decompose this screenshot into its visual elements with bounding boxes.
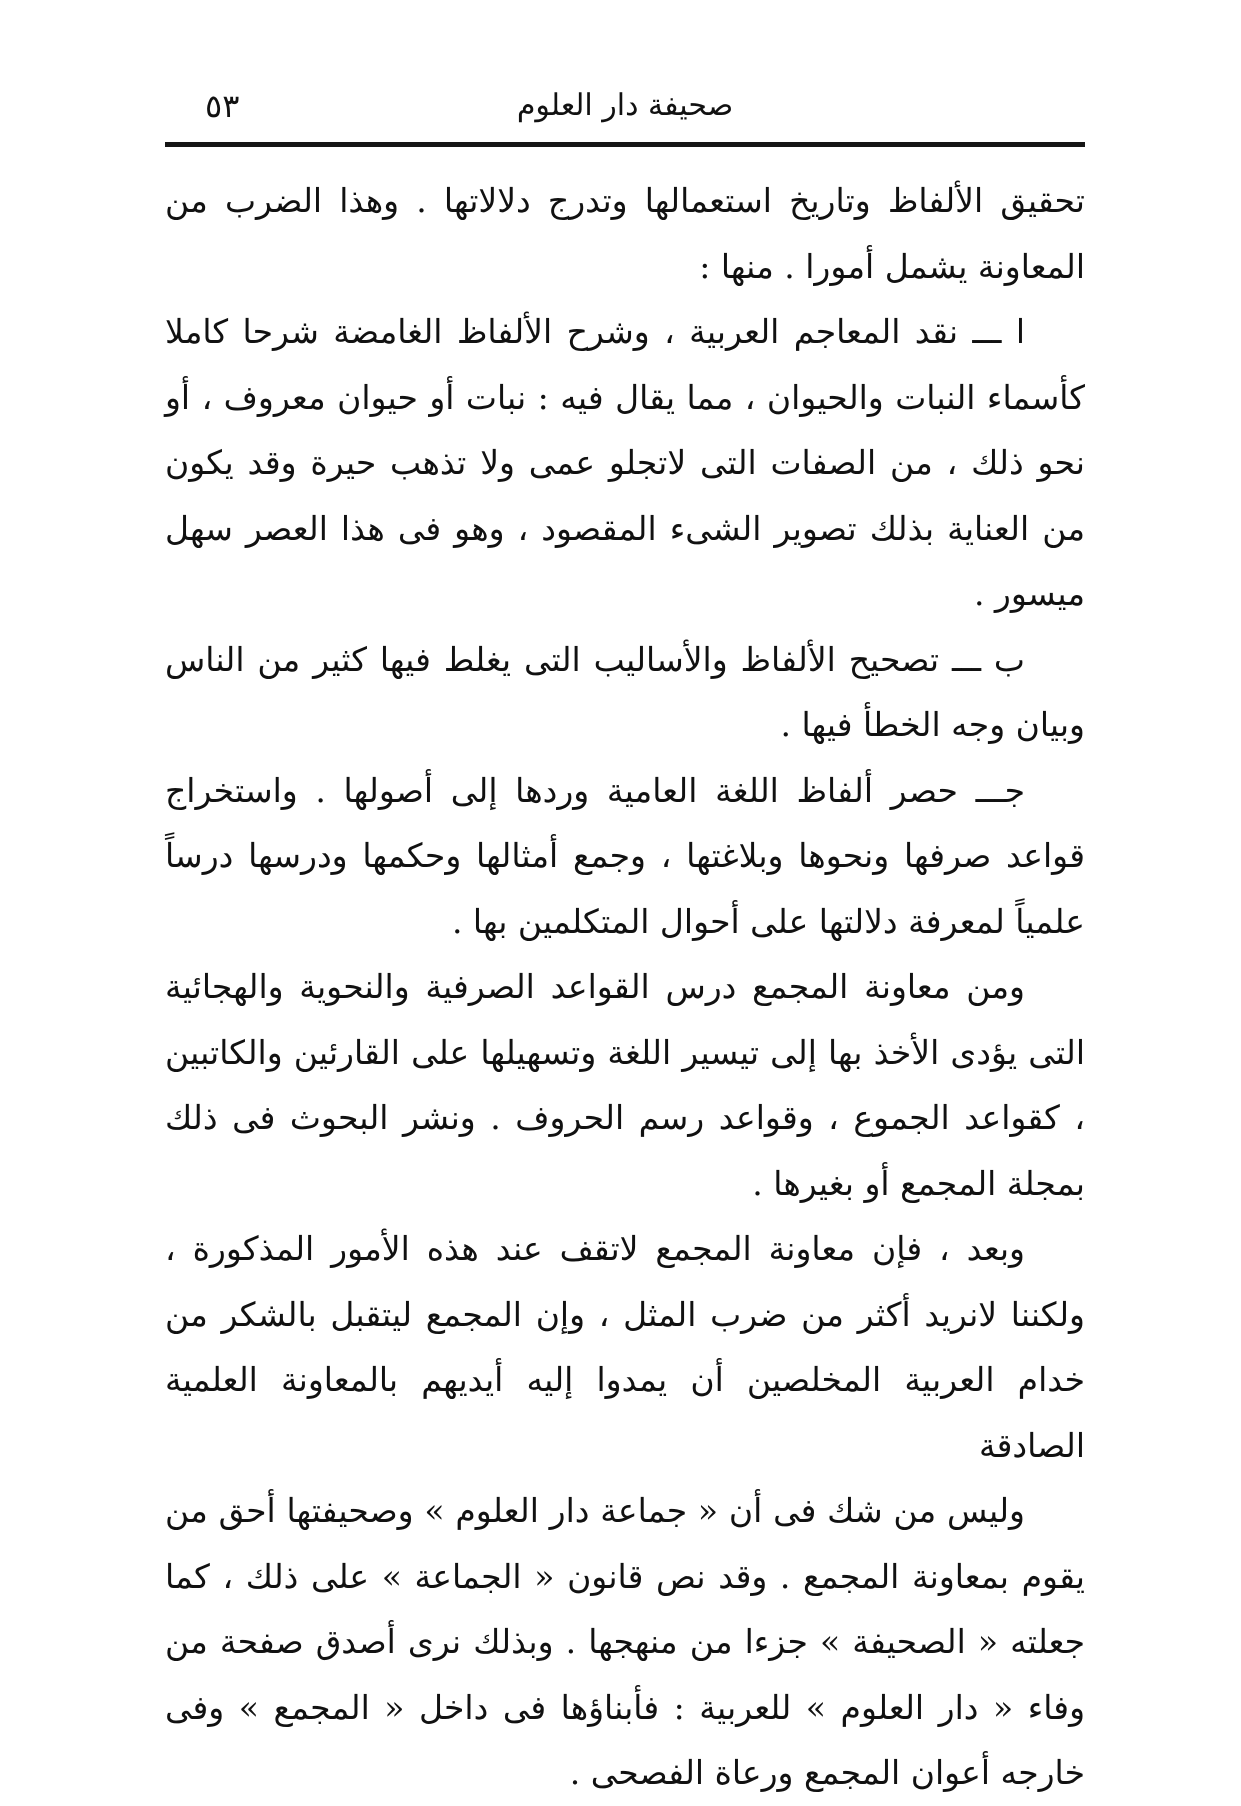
paragraph-item-jim: جـــ حصر ألفاظ اللغة العامية وردها إلى أصولها . واستخراج قواعد صرفها ونحوها وبلاغتها ، وجمع أمثالها وحكمها ودرسها درساً علمياً لمعرفة دلالتها على أحوال المتكلمين بها .	[165, 770, 1085, 941]
paragraph-dar-al-ulum: وليس من شك فى أن « جماعة دار العلوم » وصحيفتها أحق من يقوم بمعاونة المجمع . وقد نص قانون « الجماعة » على ذلك ، كما جعلته « الصحيفة » جزءا من منهجها . وبذلك نرى أصدق صفحة من وفاء « دار العلوم » للعربية : فأبناؤها فى داخل « المجمع » وفى خارجه أعوان المجمع ورعاة الفصحى .	[165, 1491, 1085, 1792]
paragraph-item-ba: ب ـــ تصحيح الألفاظ والأساليب التى يغلط فيها كثير من الناس وبيان وجه الخطأ فيها .	[165, 639, 1085, 744]
running-title: صحيفة دار العلوم	[516, 88, 734, 123]
paragraph-conclusion: وبعد ، فإن معاونة المجمع لاتقف عند هذه الأمور المذكورة ، ولكننا لانريد أكثر من ضرب المثل ، وإن المجمع ليتقبل بالشكر من خدام العربية المخلصين أن يمدوا إليه أيديهم بالمعاونة العلمية الصادقة	[165, 1229, 1085, 1465]
running-header	[165, 84, 1085, 134]
page-number: ٥٣	[205, 87, 240, 125]
paragraph-continuation: تحقيق الألفاظ وتاريخ استعمالها وتدرج دلالاتها . وهذا الضرب من المعاونة يشمل أمورا . منها :	[165, 181, 1085, 286]
header-rule	[165, 142, 1085, 147]
paragraph-item-alif: ا ـــ نقد المعاجم العربية ، وشرح الألفاظ الغامضة شرحا كاملا كأسماء النبات والحيوان ، مما يقال فيه : نبات أو حيوان معروف ، أو نحو ذلك ، من الصفات التى لاتجلو عمى ولا تذهب حيرة وقد يكون من العناية بذلك تصوير الشىء المقصود ، وهو فى هذا العصر سهل ميسور .	[165, 312, 1085, 613]
body-text	[165, 168, 1085, 1806]
paragraph-grammar-rules: ومن معاونة المجمع درس القواعد الصرفية والنحوية والهجائية التى يؤدى الأخذ بها إلى تيسير اللغة وتسهيلها على القارئين والكاتبين ، كقواعد الجموع ، وقواعد رسم الحروف . ونشر البحوث فى ذلك بمجلة المجمع أو بغيرها .	[165, 967, 1085, 1203]
